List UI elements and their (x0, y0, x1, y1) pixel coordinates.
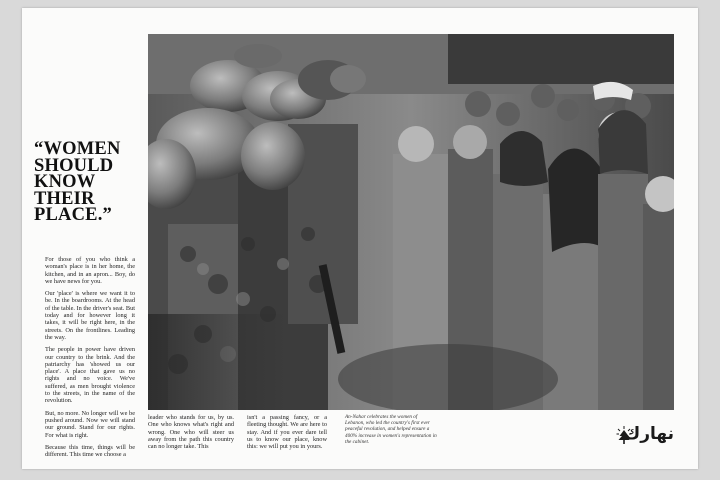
body-paragraph: isn't a passing fancy, or a fleeting thought. We are here to stay. And if you ever dare tell us to know our place, know this: we will put you in yours. (247, 414, 327, 451)
body-paragraph: Because this time, things will be different. This time we choose a (45, 443, 135, 459)
headline-line: KNOW (34, 172, 96, 192)
tagline-text: An-Nahar celebrates the women of Lebanon, who led the country's first ever peaceful revolution, and helped ensure a 400% increase in women's representation in the cabinet. (345, 414, 437, 445)
body-paragraph: Our 'place' is where we want it to be. In the boardrooms. At the head of the table. In the driver's seat. But today and for however long it takes, it will be right here, in the streets. On the frontlines. Leading the way. (45, 290, 135, 341)
body-paragraph: The people in power have driven our country to the brink. And the patriarchy has 'showed us our place'. A place that gave us no rights and no voice. We've suffered, as men brought violence to the streets, in the name of the revolution. (45, 346, 135, 405)
body-paragraph: leader who stands for us, by us. One who knows what's right and wrong. One who will steer us away from the path this country can no longer take. This (148, 414, 234, 451)
body-column-3 (247, 414, 327, 455)
tagline (345, 414, 437, 450)
body-paragraph: But, no more. No longer will we be pushed around. Now we will stand our ground. Stand for our rights. For what is right. (45, 409, 135, 439)
logo-wordmark: نهارك (624, 424, 674, 444)
headline-line: PLACE.” (34, 205, 112, 225)
body-column-1 (45, 256, 135, 463)
body-paragraph: For those of you who think a woman's place is in her home, the kitchen, and in an apron... Boy, do we have news for you. (45, 256, 135, 285)
headline-line: “WOMEN (34, 139, 121, 159)
headline (34, 141, 144, 224)
protest-photo (148, 34, 674, 410)
body-column-2 (148, 414, 234, 455)
headline-line: THEIR (34, 188, 95, 209)
headline-line: SHOULD (34, 155, 114, 176)
ad-spread (22, 8, 698, 469)
an-nahar-logo (574, 423, 674, 449)
